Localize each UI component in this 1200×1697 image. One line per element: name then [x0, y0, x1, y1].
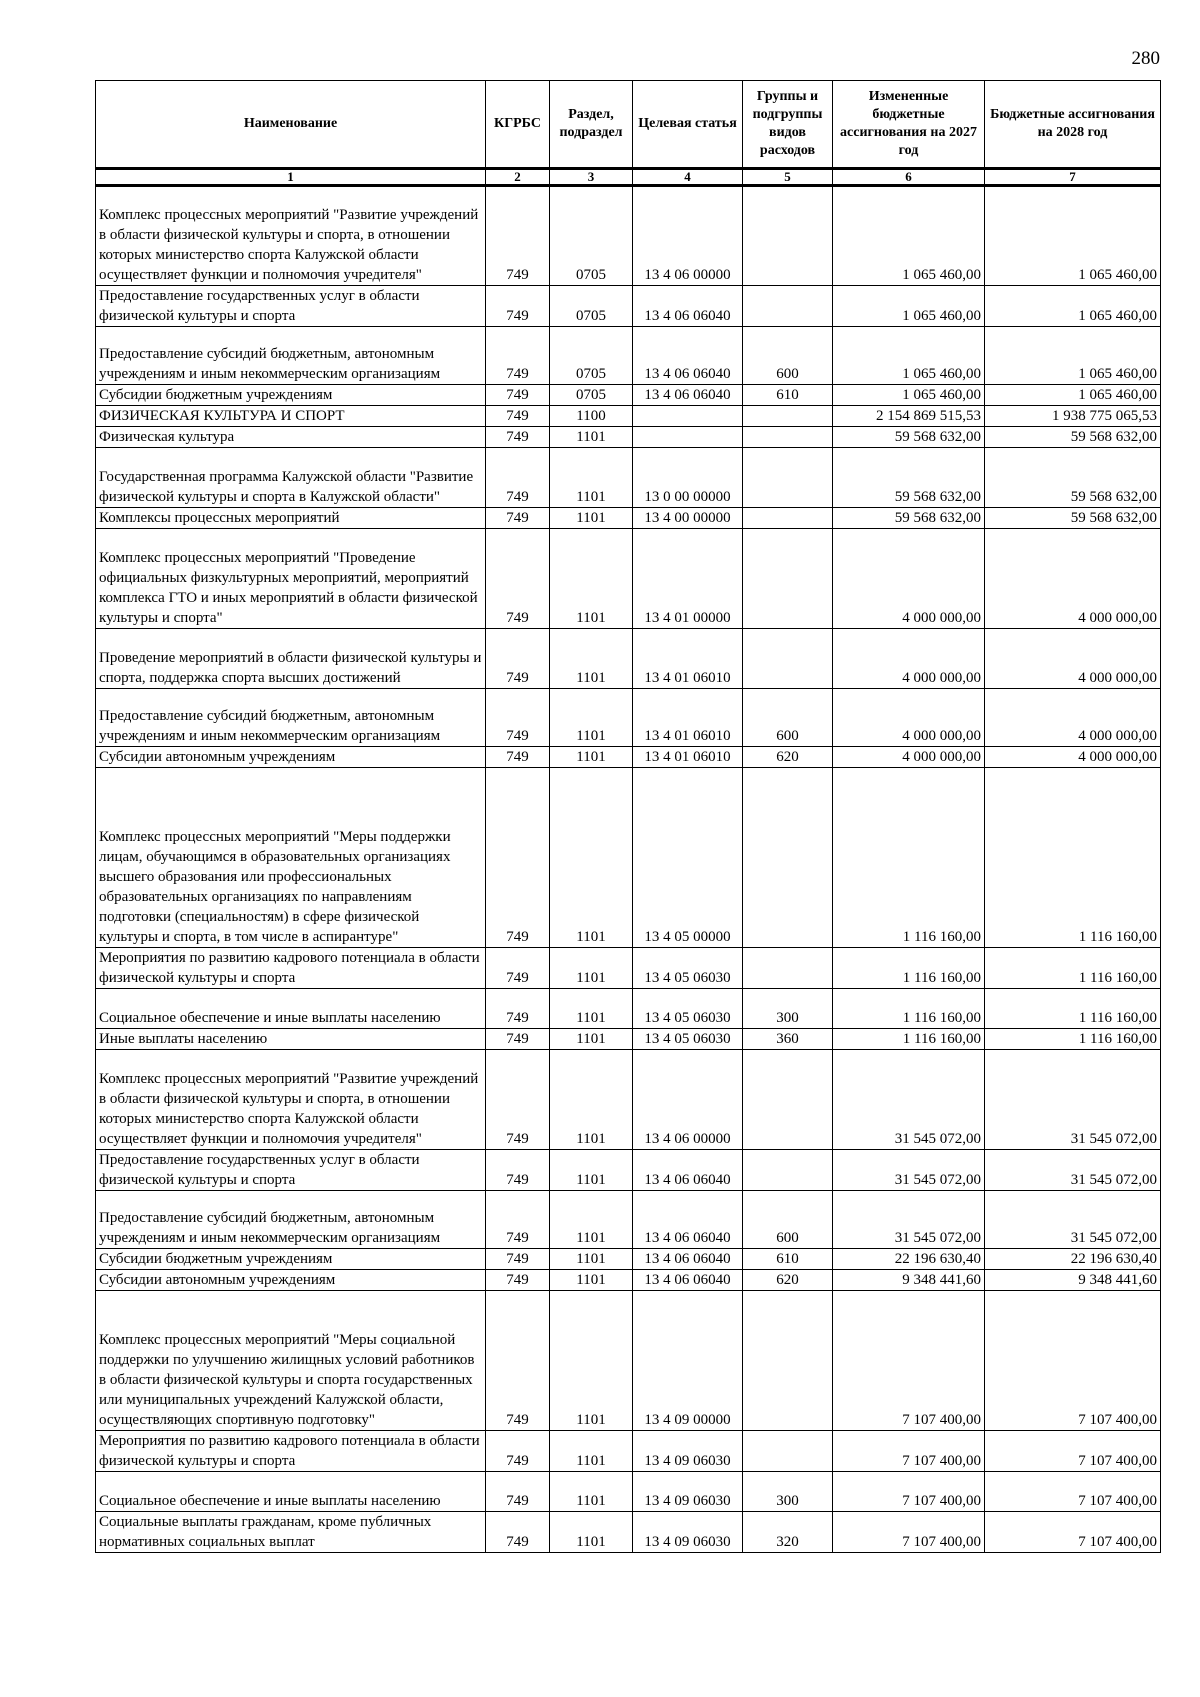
row-amount-2027: 2 154 869 515,53 [833, 406, 985, 427]
row-expense-group [743, 948, 833, 989]
row-expense-group [743, 1431, 833, 1472]
row-amount-2027: 31 545 072,00 [833, 1150, 985, 1191]
row-expense-group: 610 [743, 1249, 833, 1270]
row-name: Субсидии бюджетным учреждениям [96, 1249, 486, 1270]
row-section: 1101 [550, 1512, 633, 1553]
table-row [96, 1472, 1161, 1512]
row-expense-group: 620 [743, 747, 833, 768]
row-article: 13 4 06 06040 [633, 327, 743, 385]
row-article: 13 4 05 06030 [633, 989, 743, 1029]
row-expense-group: 600 [743, 689, 833, 747]
header-expense-group: Группы и подгруппы видов расходов [743, 81, 833, 169]
row-amount-2028: 31 545 072,00 [985, 1150, 1161, 1191]
row-expense-group: 360 [743, 1029, 833, 1050]
table-row [96, 186, 1161, 286]
header-name: Наименование [96, 81, 486, 169]
row-section: 1101 [550, 1029, 633, 1050]
row-amount-2028: 59 568 632,00 [985, 508, 1161, 529]
row-amount-2028: 1 116 160,00 [985, 768, 1161, 948]
column-number: 2 [486, 169, 550, 186]
column-number-row [96, 169, 1161, 186]
row-name: Государственная программа Калужской области "Развитие физической культуры и спорта в Калужской области" [96, 448, 486, 508]
row-article: 13 4 09 06030 [633, 1512, 743, 1553]
budget-table [95, 80, 1161, 1553]
row-article: 13 4 05 06030 [633, 948, 743, 989]
row-amount-2028: 1 065 460,00 [985, 286, 1161, 327]
row-article: 13 4 01 06010 [633, 629, 743, 689]
row-article: 13 4 06 06040 [633, 286, 743, 327]
row-amount-2027: 1 065 460,00 [833, 385, 985, 406]
table-header-row [96, 81, 1161, 169]
table-row [96, 427, 1161, 448]
row-name: Физическая культура [96, 427, 486, 448]
row-name: Комплекс процессных мероприятий "Развитие учреждений в области физической культуры и спорта, в отношении которых министерство спорта Калужской области осуществляет функции и полномочия учредителя" [96, 186, 486, 286]
column-number: 7 [985, 169, 1161, 186]
row-section: 1101 [550, 1150, 633, 1191]
column-number: 3 [550, 169, 633, 186]
row-amount-2028: 59 568 632,00 [985, 448, 1161, 508]
row-expense-group [743, 186, 833, 286]
row-amount-2027: 1 065 460,00 [833, 327, 985, 385]
row-article: 13 4 09 00000 [633, 1291, 743, 1431]
row-section: 1101 [550, 1191, 633, 1249]
table-row [96, 1270, 1161, 1291]
row-amount-2027: 59 568 632,00 [833, 508, 985, 529]
row-article: 13 4 06 06040 [633, 1249, 743, 1270]
row-expense-group [743, 1150, 833, 1191]
row-kgrbs: 749 [486, 385, 550, 406]
table-row [96, 1029, 1161, 1050]
row-kgrbs: 749 [486, 1472, 550, 1512]
row-kgrbs: 749 [486, 747, 550, 768]
row-name: Социальные выплаты гражданам, кроме публичных нормативных социальных выплат [96, 1512, 486, 1553]
row-article: 13 4 06 00000 [633, 1050, 743, 1150]
table-row [96, 989, 1161, 1029]
row-section: 0705 [550, 186, 633, 286]
table-row [96, 286, 1161, 327]
row-amount-2028: 7 107 400,00 [985, 1512, 1161, 1553]
row-amount-2028: 31 545 072,00 [985, 1050, 1161, 1150]
row-amount-2027: 59 568 632,00 [833, 448, 985, 508]
row-article: 13 4 05 06030 [633, 1029, 743, 1050]
row-article: 13 4 06 06040 [633, 385, 743, 406]
row-section: 1101 [550, 1050, 633, 1150]
row-section: 1100 [550, 406, 633, 427]
row-kgrbs: 749 [486, 1512, 550, 1553]
row-amount-2028: 1 065 460,00 [985, 186, 1161, 286]
row-kgrbs: 749 [486, 1431, 550, 1472]
row-article: 13 4 01 00000 [633, 529, 743, 629]
column-number: 4 [633, 169, 743, 186]
table-row [96, 508, 1161, 529]
table-row [96, 689, 1161, 747]
row-kgrbs: 749 [486, 629, 550, 689]
row-section: 0705 [550, 327, 633, 385]
row-amount-2028: 1 116 160,00 [985, 948, 1161, 989]
row-amount-2028: 4 000 000,00 [985, 529, 1161, 629]
row-amount-2028: 1 938 775 065,53 [985, 406, 1161, 427]
row-amount-2027: 22 196 630,40 [833, 1249, 985, 1270]
row-amount-2027: 4 000 000,00 [833, 529, 985, 629]
row-amount-2027: 31 545 072,00 [833, 1191, 985, 1249]
row-kgrbs: 749 [486, 1270, 550, 1291]
row-expense-group [743, 427, 833, 448]
row-amount-2027: 9 348 441,60 [833, 1270, 985, 1291]
row-article [633, 406, 743, 427]
row-name: Субсидии бюджетным учреждениям [96, 385, 486, 406]
row-expense-group [743, 629, 833, 689]
row-expense-group [743, 406, 833, 427]
table-row [96, 327, 1161, 385]
row-kgrbs: 749 [486, 1191, 550, 1249]
row-amount-2027: 7 107 400,00 [833, 1431, 985, 1472]
row-name: Предоставление государственных услуг в области физической культуры и спорта [96, 1150, 486, 1191]
row-amount-2028: 1 116 160,00 [985, 1029, 1161, 1050]
row-amount-2028: 59 568 632,00 [985, 427, 1161, 448]
row-section: 1101 [550, 448, 633, 508]
row-amount-2027: 1 116 160,00 [833, 768, 985, 948]
row-amount-2027: 1 116 160,00 [833, 989, 985, 1029]
table-row [96, 948, 1161, 989]
row-amount-2027: 1 116 160,00 [833, 948, 985, 989]
header-article: Целевая статья [633, 81, 743, 169]
row-expense-group: 300 [743, 989, 833, 1029]
row-section: 1101 [550, 948, 633, 989]
row-article: 13 4 09 06030 [633, 1472, 743, 1512]
row-name: Субсидии автономным учреждениям [96, 1270, 486, 1291]
row-name: Комплекс процессных мероприятий "Меры поддержки лицам, обучающимся в образовательных организациях высшего образования или профессиональных образовательных организациях по направлениям подготовки (специальностям) в сфере физической культуры и спорта, в том числе в аспирантуре" [96, 768, 486, 948]
row-name: Предоставление субсидий бюджетным, автономным учреждениям и иным некоммерческим организациям [96, 327, 486, 385]
row-kgrbs: 749 [486, 1150, 550, 1191]
row-amount-2028: 1 116 160,00 [985, 989, 1161, 1029]
table-row [96, 1191, 1161, 1249]
row-amount-2027: 1 116 160,00 [833, 1029, 985, 1050]
row-expense-group [743, 1050, 833, 1150]
table-row [96, 1291, 1161, 1431]
row-name: Мероприятия по развитию кадрового потенциала в области физической культуры и спорта [96, 948, 486, 989]
row-kgrbs: 749 [486, 1029, 550, 1050]
row-name: Предоставление государственных услуг в области физической культуры и спорта [96, 286, 486, 327]
row-amount-2028: 7 107 400,00 [985, 1291, 1161, 1431]
row-amount-2028: 4 000 000,00 [985, 629, 1161, 689]
row-kgrbs: 749 [486, 286, 550, 327]
row-kgrbs: 749 [486, 768, 550, 948]
row-amount-2027: 7 107 400,00 [833, 1512, 985, 1553]
row-expense-group [743, 768, 833, 948]
table-row [96, 629, 1161, 689]
row-section: 1101 [550, 1431, 633, 1472]
row-section: 1101 [550, 1270, 633, 1291]
row-amount-2027: 7 107 400,00 [833, 1472, 985, 1512]
column-number: 6 [833, 169, 985, 186]
row-name: Проведение мероприятий в области физической культуры и спорта, поддержка спорта высших достижений [96, 629, 486, 689]
header-kgrbs: КГРБС [486, 81, 550, 169]
row-kgrbs: 749 [486, 529, 550, 629]
row-name: Предоставление субсидий бюджетным, автономным учреждениям и иным некоммерческим организациям [96, 1191, 486, 1249]
row-section: 1101 [550, 1291, 633, 1431]
row-section: 1101 [550, 508, 633, 529]
row-name: Комплексы процессных мероприятий [96, 508, 486, 529]
table-row [96, 1150, 1161, 1191]
header-section: Раздел, подраздел [550, 81, 633, 169]
row-name: Комплекс процессных мероприятий "Проведение официальных физкультурных мероприятий, мероприятий комплекса ГТО и иных мероприятий в области физической культуры и спорта" [96, 529, 486, 629]
row-section: 1101 [550, 629, 633, 689]
table-row [96, 385, 1161, 406]
row-amount-2028: 4 000 000,00 [985, 747, 1161, 768]
header-2028: Бюджетные ассигнования на 2028 год [985, 81, 1161, 169]
row-expense-group: 610 [743, 385, 833, 406]
row-name: Социальное обеспечение и иные выплаты населению [96, 1472, 486, 1512]
row-amount-2028: 7 107 400,00 [985, 1431, 1161, 1472]
row-amount-2028: 1 065 460,00 [985, 327, 1161, 385]
row-amount-2028: 1 065 460,00 [985, 385, 1161, 406]
row-amount-2027: 4 000 000,00 [833, 689, 985, 747]
row-amount-2027: 31 545 072,00 [833, 1050, 985, 1150]
row-article: 13 4 09 06030 [633, 1431, 743, 1472]
table-row [96, 768, 1161, 948]
row-kgrbs: 749 [486, 186, 550, 286]
row-section: 1101 [550, 989, 633, 1029]
row-name: ФИЗИЧЕСКАЯ КУЛЬТУРА И СПОРТ [96, 406, 486, 427]
row-amount-2028: 22 196 630,40 [985, 1249, 1161, 1270]
row-name: Комплекс процессных мероприятий "Развитие учреждений в области физической культуры и спорта, в отношении которых министерство спорта Калужской области осуществляет функции и полномочия учредителя" [96, 1050, 486, 1150]
row-kgrbs: 749 [486, 989, 550, 1029]
table-row [96, 529, 1161, 629]
row-amount-2027: 1 065 460,00 [833, 286, 985, 327]
row-article: 13 4 01 06010 [633, 747, 743, 768]
row-expense-group: 600 [743, 327, 833, 385]
row-amount-2028: 31 545 072,00 [985, 1191, 1161, 1249]
table-row [96, 1249, 1161, 1270]
row-kgrbs: 749 [486, 1249, 550, 1270]
row-amount-2027: 1 065 460,00 [833, 186, 985, 286]
row-amount-2027: 7 107 400,00 [833, 1291, 985, 1431]
row-article [633, 427, 743, 448]
row-article: 13 4 06 06040 [633, 1270, 743, 1291]
row-amount-2028: 4 000 000,00 [985, 689, 1161, 747]
table-row [96, 1512, 1161, 1553]
row-expense-group [743, 448, 833, 508]
row-section: 1101 [550, 747, 633, 768]
table-row [96, 747, 1161, 768]
row-amount-2027: 4 000 000,00 [833, 629, 985, 689]
row-section: 1101 [550, 689, 633, 747]
page-number: 280 [1131, 48, 1160, 69]
row-section: 1101 [550, 529, 633, 629]
row-amount-2027: 4 000 000,00 [833, 747, 985, 768]
row-amount-2028: 7 107 400,00 [985, 1472, 1161, 1512]
row-kgrbs: 749 [486, 508, 550, 529]
row-kgrbs: 749 [486, 327, 550, 385]
row-article: 13 4 06 06040 [633, 1150, 743, 1191]
row-amount-2028: 9 348 441,60 [985, 1270, 1161, 1291]
row-kgrbs: 749 [486, 689, 550, 747]
header-2027: Измененные бюджетные ассигнования на 2027 год [833, 81, 985, 169]
row-expense-group [743, 286, 833, 327]
table-row [96, 406, 1161, 427]
column-number: 5 [743, 169, 833, 186]
row-expense-group: 300 [743, 1472, 833, 1512]
row-name: Субсидии автономным учреждениям [96, 747, 486, 768]
row-article: 13 4 01 06010 [633, 689, 743, 747]
row-section: 1101 [550, 427, 633, 448]
row-name: Иные выплаты населению [96, 1029, 486, 1050]
row-name: Комплекс процессных мероприятий "Меры социальной поддержки по улучшению жилищных условий работников в области физической культуры и спорта государственных или муниципальных учреждений Калужской области, осуществляющих спортивную подготовку" [96, 1291, 486, 1431]
row-article: 13 4 00 00000 [633, 508, 743, 529]
row-kgrbs: 749 [486, 427, 550, 448]
row-expense-group [743, 508, 833, 529]
table-row [96, 1050, 1161, 1150]
row-kgrbs: 749 [486, 948, 550, 989]
row-expense-group: 600 [743, 1191, 833, 1249]
row-article: 13 4 05 00000 [633, 768, 743, 948]
row-expense-group: 320 [743, 1512, 833, 1553]
row-article: 13 4 06 06040 [633, 1191, 743, 1249]
row-expense-group [743, 529, 833, 629]
row-kgrbs: 749 [486, 406, 550, 427]
row-section: 1101 [550, 1249, 633, 1270]
row-kgrbs: 749 [486, 1050, 550, 1150]
row-article: 13 4 06 00000 [633, 186, 743, 286]
row-name: Социальное обеспечение и иные выплаты населению [96, 989, 486, 1029]
table-row [96, 448, 1161, 508]
row-section: 1101 [550, 1472, 633, 1512]
row-name: Мероприятия по развитию кадрового потенциала в области физической культуры и спорта [96, 1431, 486, 1472]
row-expense-group: 620 [743, 1270, 833, 1291]
table-row [96, 1431, 1161, 1472]
row-section: 0705 [550, 385, 633, 406]
row-expense-group [743, 1291, 833, 1431]
row-section: 0705 [550, 286, 633, 327]
row-section: 1101 [550, 768, 633, 948]
row-kgrbs: 749 [486, 1291, 550, 1431]
row-kgrbs: 749 [486, 448, 550, 508]
row-article: 13 0 00 00000 [633, 448, 743, 508]
row-amount-2027: 59 568 632,00 [833, 427, 985, 448]
row-name: Предоставление субсидий бюджетным, автономным учреждениям и иным некоммерческим организациям [96, 689, 486, 747]
column-number: 1 [96, 169, 486, 186]
